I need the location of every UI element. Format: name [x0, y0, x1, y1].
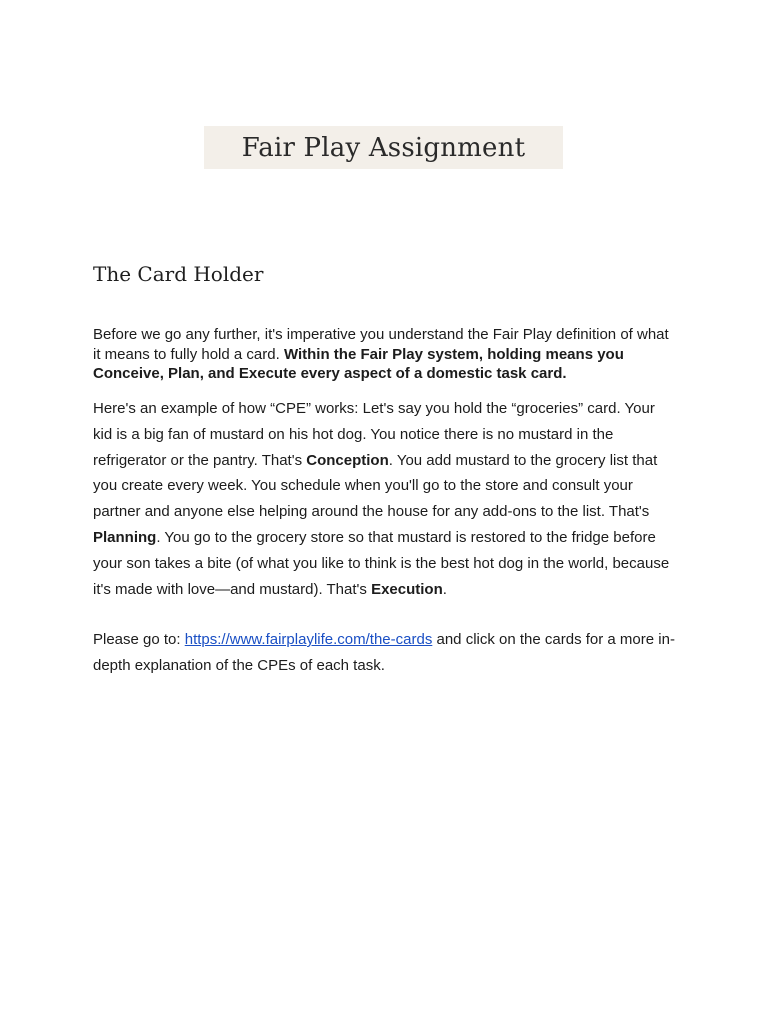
section-heading: The Card Holder [93, 262, 264, 286]
term-conception: Conception [306, 451, 389, 469]
link-suffix: and click on the cards for a more in-depth explanation of the CPEs of each task. [93, 631, 675, 674]
term-execution: Execution [371, 580, 443, 598]
example-text-part1: Here's an example of how “CPE” works: Let's say you hold the “groceries” card. Your kid is a big fan of mustard on his hot dog. You notice there is no mustard in the refrigerator or the pantry. That's [93, 400, 655, 469]
definition-text: Before we go any further, it's imperative you understand the Fair Play definition of what it means to fully hold a card. [93, 326, 669, 363]
page-title: Fair Play Assignment [241, 132, 526, 163]
definition-paragraph [93, 325, 678, 384]
link-paragraph [93, 627, 678, 679]
example-text-part4: . [442, 580, 447, 598]
title-banner [204, 126, 563, 169]
example-text-part2: . You add mustard to the grocery list that you create every week. You schedule when you'll go to the store and consult your partner and anyone else helping around the house for any add-ons to the list. That's [93, 451, 658, 521]
definition-bold-text: Within the Fair Play system, holding means you Conceive, Plan, and Execute every aspect of a domestic task card. [93, 345, 624, 382]
term-planning: Planning [93, 528, 157, 546]
example-text-part3: . You go to the grocery store so that mustard is restored to the fridge before your son takes a bite (of what you like to think is the best hot dog in the world, because it's made with love—and mustard). That's [93, 528, 670, 598]
link-prefix: Please go to: [93, 631, 185, 648]
example-paragraph [93, 396, 678, 602]
fairplay-cards-link[interactable]: https://www.fairplaylife.com/the-cards [184, 631, 433, 648]
